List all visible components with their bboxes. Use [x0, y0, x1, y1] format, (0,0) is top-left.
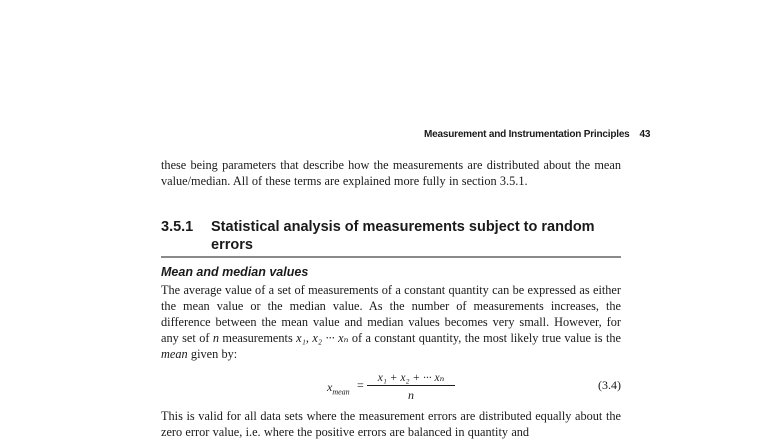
intro-paragraph: these being parameters that describe how the measurements are distributed about the mean value/median. All of these terms are explained more fully in section 3.5.1.	[161, 158, 621, 188]
subheading: Mean and median values	[161, 265, 309, 279]
section-rule	[161, 256, 621, 258]
section-number: 3.5.1	[161, 219, 194, 235]
equation-lhs-symbol: x	[327, 380, 333, 394]
running-head	[424, 129, 650, 140]
equation-fraction	[367, 370, 455, 403]
measurement-symbols: x₁, x₂ ··· xₙ	[296, 331, 349, 345]
emphasis-mean: mean	[161, 347, 188, 361]
body-text-3: of a constant quantity, the most likely true value is the	[348, 331, 621, 345]
equation-label: (3.4)	[598, 378, 621, 392]
section-heading	[161, 218, 621, 254]
closing-paragraph: This is valid for all data sets where the measurement errors are distributed equally about the zero error value, i.e. where the positive errors are balanced in quantity and	[161, 409, 621, 439]
equation-numerator: x₁ + x₂ + ··· xₙ	[377, 372, 445, 384]
variable-n: n	[212, 331, 219, 345]
body-text-2: measurements	[219, 331, 297, 345]
body-text-1: The average value of a set of measurements of a constant quantity can be expressed as either the mean value or the median value. As the number of measurements increases, the difference between the mean value and median values becomes very small. However, for any set of	[161, 283, 621, 345]
equation-denominator: n	[408, 388, 414, 402]
equation-3-4	[161, 370, 621, 400]
equation-equals: =	[357, 378, 364, 392]
section-title: Statistical analysis of measurements subject to random errors	[211, 219, 595, 253]
fraction-bar	[367, 385, 455, 386]
body-text-4: given by:	[187, 347, 238, 361]
equation-lhs-subscript: mean	[332, 387, 350, 397]
equation-lhs	[327, 380, 350, 396]
body-paragraph	[161, 282, 621, 362]
page-number: 43	[639, 129, 651, 140]
running-head-title: Measurement and Instrumentation Principles	[424, 129, 630, 140]
